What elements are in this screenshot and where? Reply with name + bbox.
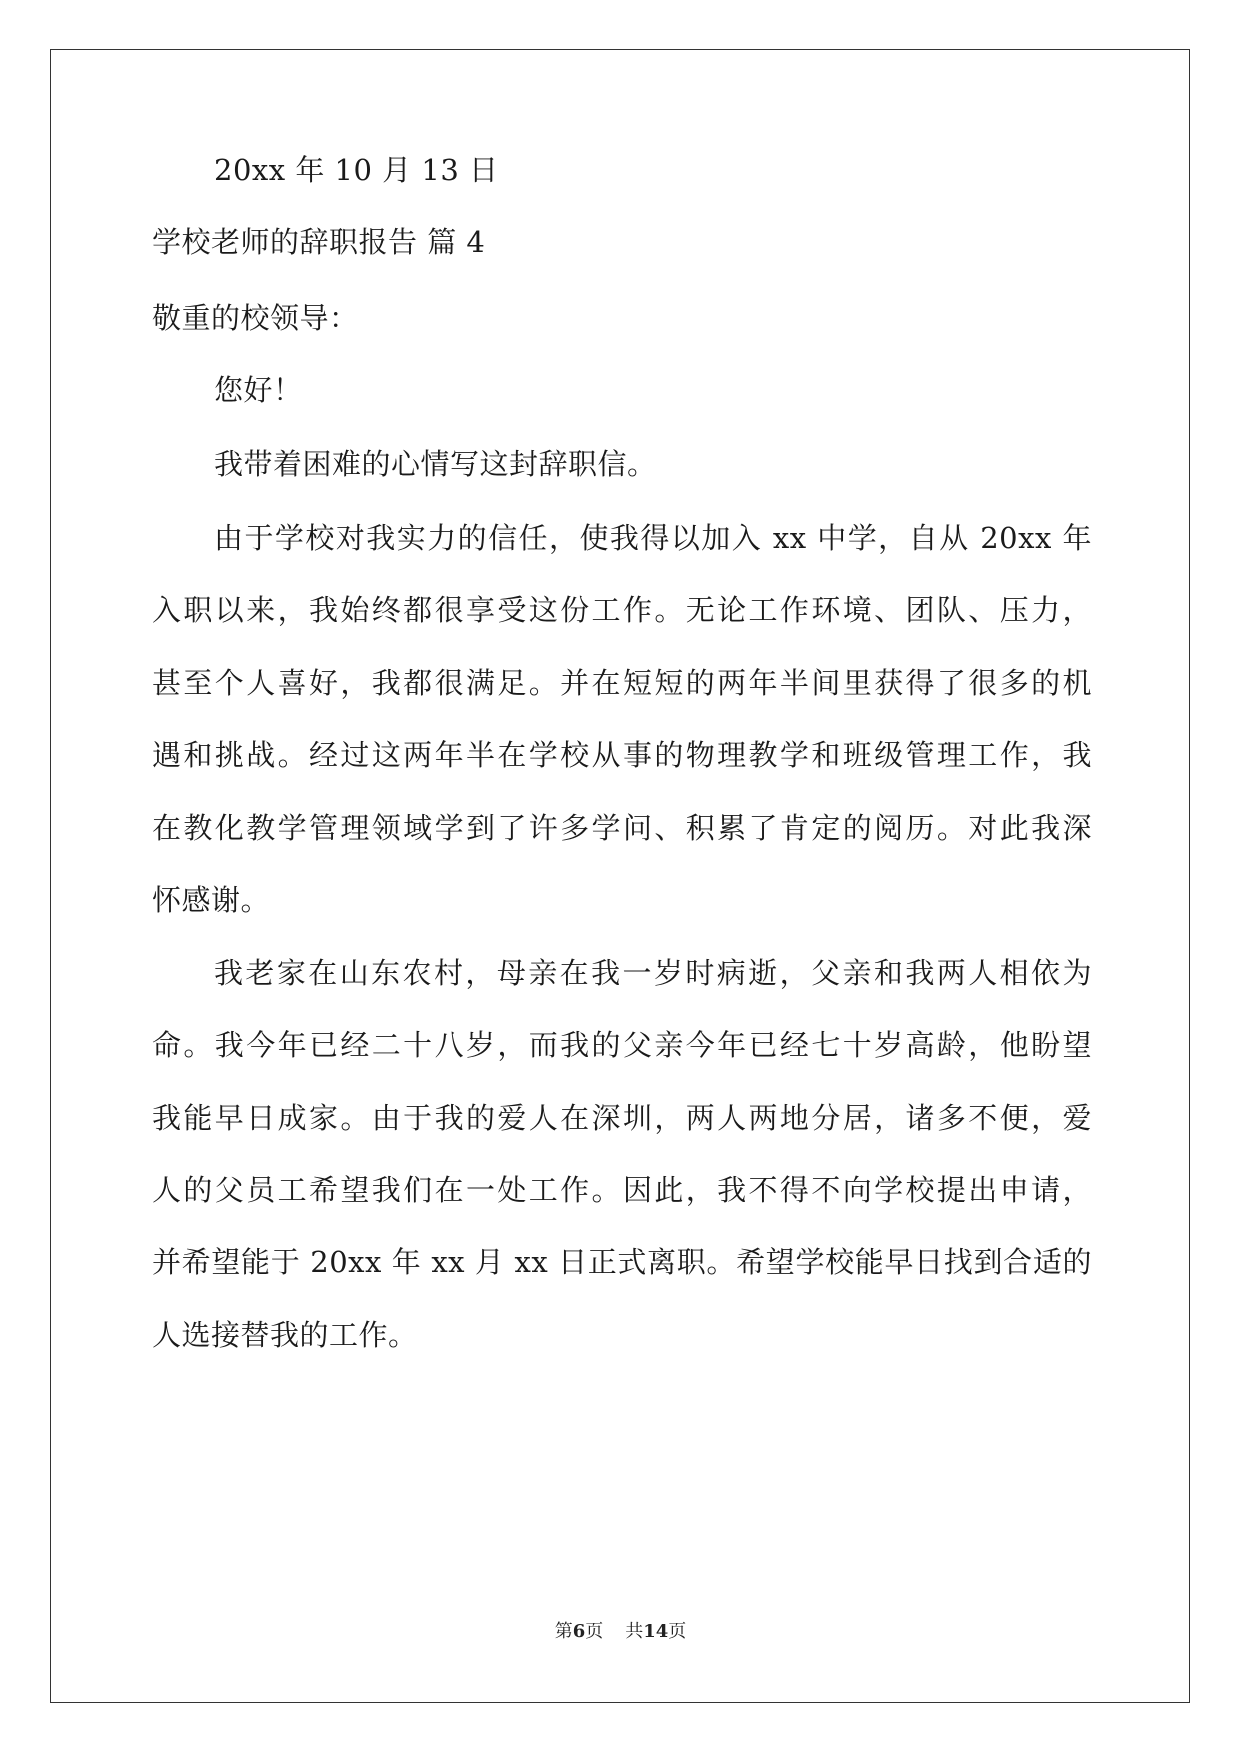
section-title: 学校老师的辞职报告 篇 4 <box>152 225 486 259</box>
paragraph-3-line: 我能早日成家。由于我的爱人在深圳，两人两地分居，诸多不便，爱 <box>152 1101 1092 1135</box>
paragraph-3-line: 并希望能于 20xx 年 xx 月 xx 日正式离职。希望学校能早日找到合适的 <box>152 1245 1092 1279</box>
paragraph-2-line: 遇和挑战。经过这两年半在学校从事的物理教学和班级管理工作，我 <box>152 738 1092 772</box>
page-current: 6 <box>572 1621 586 1642</box>
page-suffix: 页 <box>585 1621 604 1642</box>
paragraph-3-line: 人选接替我的工作。 <box>152 1318 418 1352</box>
paragraph-2-line: 由于学校对我实力的信任，使我得以加入 xx 中学，自从 20xx 年 <box>214 521 1092 555</box>
greeting: 您好！ <box>214 373 303 407</box>
paragraph-2-line: 甚至个人喜好，我都很满足。并在短短的两年半间里获得了很多的机 <box>152 666 1092 700</box>
paragraph-2-line: 在教化教学管理领域学到了许多学问、积累了肯定的阅历。对此我深 <box>152 811 1092 845</box>
total-prefix: 共 <box>625 1621 644 1642</box>
salutation: 敬重的校领导： <box>152 301 359 335</box>
paragraph-3-line: 我老家在山东农村，母亲在我一岁时病逝，父亲和我两人相依为 <box>214 956 1092 990</box>
paragraph-2-line: 入职以来，我始终都很享受这份工作。无论工作环境、团队、压力， <box>152 593 1092 627</box>
total-suffix: 页 <box>668 1621 687 1642</box>
paragraph-2-line: 怀感谢。 <box>152 883 271 917</box>
date-line: 20xx 年 10 月 13 日 <box>214 153 499 187</box>
paragraph-3-line: 命。我今年已经二十八岁，而我的父亲今年已经七十岁高龄，他盼望 <box>152 1028 1092 1062</box>
page-number-footer <box>0 1620 1241 1644</box>
page-prefix: 第 <box>554 1621 573 1642</box>
page-total: 14 <box>643 1621 669 1642</box>
paragraph-3-line: 人的父员工希望我们在一处工作。因此，我不得不向学校提出申请， <box>152 1173 1092 1207</box>
paragraph-1: 我带着困难的心情写这封辞职信。 <box>214 447 657 481</box>
